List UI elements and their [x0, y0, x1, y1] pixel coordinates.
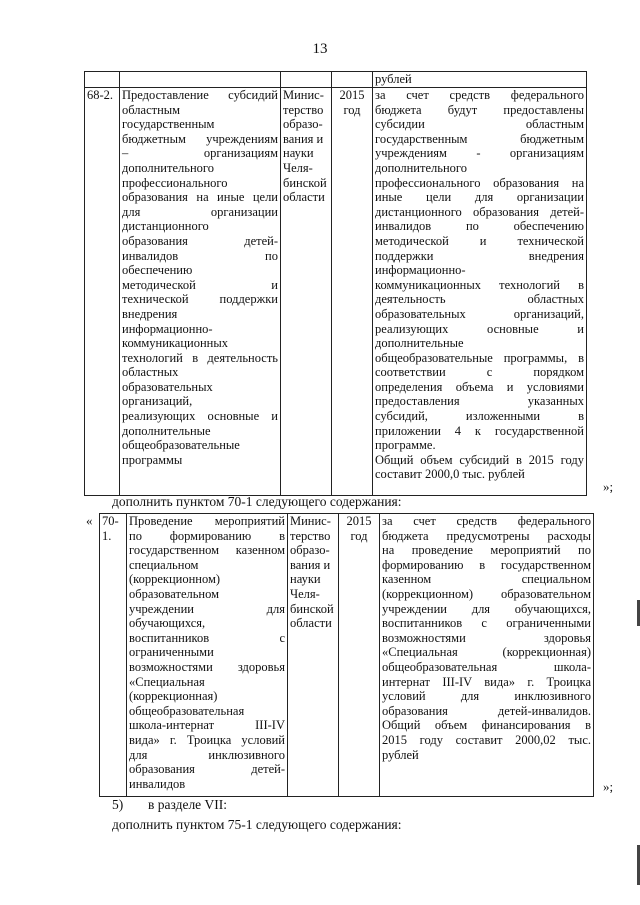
text-line: реализующих основные и [122, 409, 278, 424]
item-5-text: в разделе VII: [148, 797, 228, 812]
text-line: инвалидов [129, 776, 186, 791]
text-line: бюджетным учреждениям [122, 131, 278, 146]
program-table-part-1 [84, 71, 587, 496]
text-line: общеобразовательная [129, 703, 245, 718]
year-cell: 2015 год [332, 88, 373, 496]
text-line: инвалидов по [122, 248, 278, 263]
text-line: программе. [375, 438, 436, 453]
text-line: терство [290, 528, 331, 543]
continuation-row [85, 72, 587, 88]
text-line: методической и [122, 277, 278, 292]
measure-name-cell [120, 88, 281, 496]
measure-name-cell [127, 514, 288, 797]
text-line: Челя- [290, 586, 320, 601]
text-line: возможностями здоровья [382, 630, 591, 645]
text-line: обучающихся, [129, 616, 206, 631]
row-number: 68-2. [85, 88, 120, 496]
text-line: «Специальная [129, 674, 205, 689]
page-number: 13 [312, 41, 328, 57]
text-line: вания и [290, 557, 331, 572]
text-line: инвалидов по обеспечению [375, 219, 584, 234]
text-line: дополнительные [375, 336, 464, 351]
text-line: образования детей-инвалидов. [382, 703, 591, 718]
text-line: по формированию в [129, 528, 285, 543]
text-line: субсидий, изложенными в [375, 409, 584, 424]
text-line: профессионального [122, 175, 228, 190]
text-line: Проведение мероприятий [129, 514, 285, 528]
text-line: иные цели для организации [375, 190, 584, 205]
text-line: технологий в деятельность [122, 350, 278, 365]
closing-quote-1: »; [603, 479, 614, 494]
text-line: условий для инклюзивного [382, 689, 591, 704]
text-line: образо- [283, 117, 323, 132]
text-line: государственном казенном [129, 543, 285, 558]
text-line: Предоставление субсидий [122, 88, 278, 102]
text-line: за счет средств федерального [375, 88, 584, 102]
text-line: рублей [382, 747, 419, 762]
text-line: ограниченными [129, 645, 214, 660]
text-line: информационно- [122, 321, 213, 336]
measure-name-lines [129, 514, 285, 791]
text-line: на проведение мероприятий по [382, 543, 591, 558]
program-table-part-2 [99, 513, 594, 797]
text-line: бюджета будут предоставлены [375, 102, 584, 117]
text-line: воспитанников с [129, 630, 285, 645]
text-line: науки [283, 146, 314, 161]
text-line: терство [283, 102, 324, 117]
text-line: коммуникационных [122, 336, 228, 351]
text-line: обеспечению [122, 263, 193, 278]
description-lines [382, 514, 591, 762]
instruction-75-1: дополнить пунктом 75-1 следующего содержания: [112, 817, 402, 832]
text-line: науки [290, 572, 321, 587]
text-line: методической и технической [375, 233, 584, 248]
text-line: технической поддержки [122, 292, 278, 307]
text-line: бюджета предусмотрены расходы [382, 528, 591, 543]
table-row-68-2 [85, 88, 587, 496]
text-line: общеобразовательные программы, в [375, 350, 584, 365]
text-line: воспитанников с ограниченными [382, 616, 591, 631]
text-line: (коррекционном) [129, 572, 221, 587]
text-line: вания и [283, 131, 324, 146]
closing-quote-2: »; [603, 779, 614, 794]
text-line: субсидии областным [375, 117, 584, 132]
text-line: государственным бюджетным [375, 131, 584, 146]
text-line: программы [122, 452, 183, 467]
text-line: реализующих основные и [375, 321, 584, 336]
text-line: бинской [290, 601, 334, 616]
text-line: дополнительного [375, 160, 467, 175]
instruction-70-1: дополнить пунктом 70-1 следующего содержания: [112, 494, 402, 509]
text-line: образовательных [122, 379, 213, 394]
text-line: специальном [129, 557, 199, 572]
executor-cell [281, 88, 332, 496]
text-line: за счет средств федерального [382, 514, 591, 528]
text-line: внедрения [122, 306, 178, 321]
text-line: образо- [290, 543, 330, 558]
description-cell [373, 88, 587, 496]
text-line: общеобразовательные [122, 438, 240, 453]
text-line: Общий объем субсидий в 2015 году [375, 452, 584, 467]
text-line: возможностями здоровья [129, 659, 285, 674]
description-lines [375, 88, 584, 482]
text-line: бинской [283, 175, 327, 190]
text-line: Челя- [283, 160, 313, 175]
text-line: (коррекционном) образовательном [382, 586, 591, 601]
measure-name-lines [122, 88, 278, 467]
text-line: деятельность областных [375, 292, 584, 307]
text-line: Общий объем финансирования в [382, 718, 591, 733]
text-line: (коррекционная) [129, 689, 218, 704]
text-line: дистанционного образования детей- [375, 204, 584, 219]
text-line: образования детей- [129, 762, 285, 777]
text-line: Минис- [290, 514, 331, 528]
text-line: профессионального образования на [375, 175, 584, 190]
text-line: соответствии с порядком [375, 365, 584, 380]
text-line: вида» г. Троицка условий [129, 732, 285, 747]
text-line: формированию в государственном [382, 557, 591, 572]
text-line: поддержки внедрения [375, 248, 584, 263]
text-line: составит 2000,0 тыс. рублей [375, 467, 525, 482]
text-line: для инклюзивного [129, 747, 285, 762]
text-line: «Специальная (коррекционная) [382, 645, 591, 660]
executor-lines [283, 88, 329, 205]
table-row-70-1 [100, 514, 594, 797]
year-cell: 2015 год [339, 514, 380, 797]
text-line: для организации [122, 204, 278, 219]
text-line: общеобразовательная школа- [382, 659, 591, 674]
text-line: дополнительного [122, 160, 214, 175]
text-line: определения объема и условиями [375, 379, 584, 394]
item-5-number: 5) [112, 797, 124, 812]
text-line: областным [122, 102, 181, 117]
text-line: учреждении для [129, 601, 285, 616]
text-line: учреждениям - организациям [375, 146, 584, 161]
text-line: областных [122, 365, 179, 380]
text-line: дополнительные [122, 423, 211, 438]
text-line: государственным [122, 117, 215, 132]
text-line: организаций, [122, 394, 193, 409]
text-line: образовательном [129, 586, 220, 601]
row-number: 70-1. [100, 514, 127, 797]
text-line: – организациям [122, 146, 278, 161]
text-line: коммуникационных технологий в [375, 277, 584, 292]
text-line: образования детей- [122, 233, 278, 248]
text-line: информационно- [375, 263, 466, 278]
continuation-text: рублей [373, 72, 587, 88]
executor-lines [290, 514, 336, 631]
text-line: предоставления указанных [375, 394, 584, 409]
text-line: казенном специальном [382, 572, 591, 587]
description-cell [380, 514, 594, 797]
text-line: приложении 4 к государственной [375, 423, 584, 438]
text-line: учреждении для обучающихся, [382, 601, 591, 616]
text-line: школа-интернат III-IV [129, 718, 285, 733]
text-line: Минис- [283, 88, 324, 102]
text-line: 2015 году составит 2000,02 тыс. [382, 732, 591, 747]
text-line: дистанционного [122, 219, 209, 234]
text-line: интернат III-IV вида» г. Троицка [382, 674, 591, 689]
opening-quote-2: « [86, 513, 93, 528]
text-line: области [290, 616, 332, 631]
executor-cell [288, 514, 339, 797]
text-line: образования на иные цели [122, 190, 278, 205]
text-line: образовательных организаций, [375, 306, 584, 321]
text-line: области [283, 190, 325, 205]
